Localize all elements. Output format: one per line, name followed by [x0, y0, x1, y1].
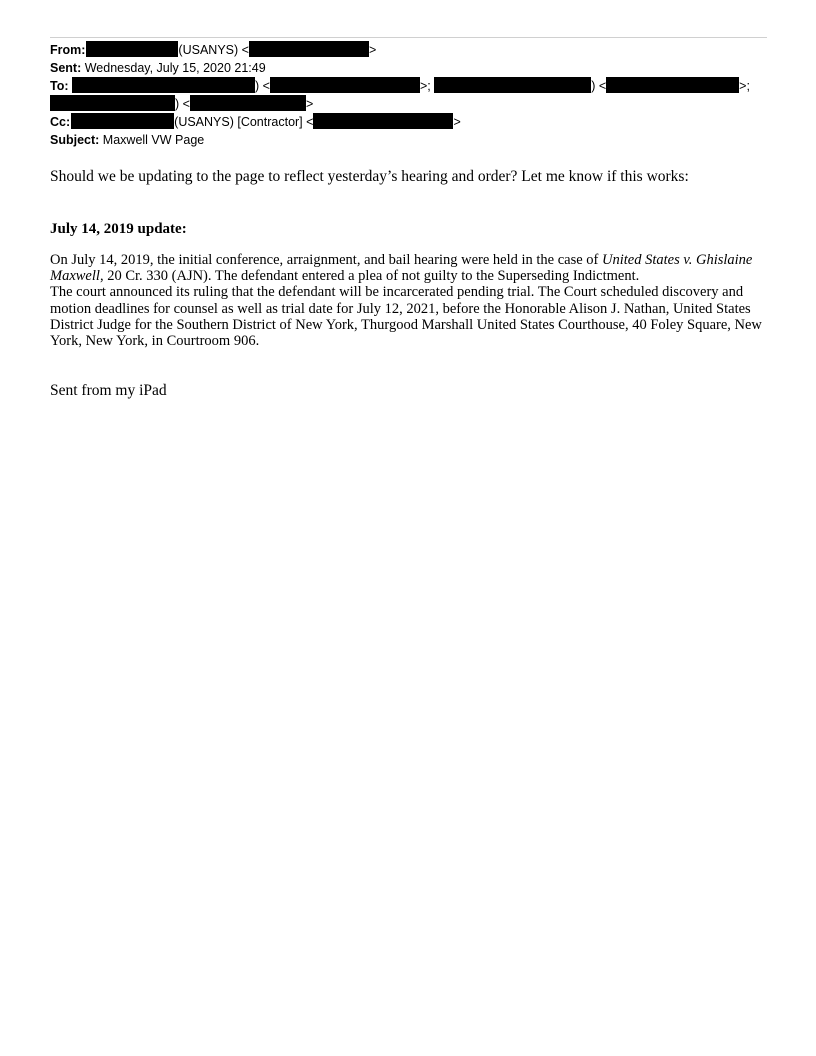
update-text-intro: On July 14, 2019, the initial conference, arraignment, and bail hearing were held in the case of	[50, 252, 603, 268]
update-heading: July 14, 2019 update:	[50, 221, 187, 237]
subject-label: Subject:	[50, 133, 100, 147]
cc-label: Cc:	[50, 115, 71, 129]
to-separator: >	[305, 97, 314, 111]
to-separator: ) <	[591, 79, 607, 93]
sent-label: Sent:	[50, 61, 82, 75]
redaction-box	[50, 95, 175, 111]
email-header	[50, 41, 767, 149]
cc-close: >	[453, 115, 461, 129]
to-line-continued	[50, 95, 767, 113]
sent-value: Wednesday, July 15, 2020 21:49	[84, 61, 266, 75]
subject-line	[50, 131, 767, 149]
to-separator: ) <	[255, 79, 270, 93]
body-question: Should we be updating to the page to reflect yesterday’s hearing and order? Let me know if this works:	[50, 168, 689, 185]
subject-value: Maxwell VW Page	[102, 133, 205, 147]
signoff: Sent from my iPad	[50, 382, 167, 399]
update-text-case-number: , 20 Cr. 330 (AJN). The defendant entered a plea of not guilty to the Superseding Indictment.	[99, 268, 640, 285]
header-divider	[50, 37, 767, 38]
update-text-ruling: The court announced its ruling that the defendant will be incarcerated pending trial. The Court scheduled discovery and motion deadlines for counsel as well as trial date for July 12, 2021, before the Honorable Alison J. Nathan, United States District Judge for the Southern District of New York, Thurgood Marshall United States Courthouse, 40 Foley Square, New York, New York, in Courtroom 906.	[50, 284, 762, 350]
redaction-box	[270, 77, 420, 93]
redaction-box	[249, 41, 369, 57]
cc-line	[50, 113, 767, 131]
sent-line	[50, 59, 767, 77]
to-separator: ) <	[175, 97, 190, 111]
redaction-box	[313, 113, 453, 129]
cc-suffix: (USANYS) [Contractor] <	[174, 115, 314, 129]
redaction-box	[72, 77, 255, 93]
to-separator: >;	[419, 79, 431, 93]
to-separator: >;	[739, 79, 750, 93]
to-label: To:	[50, 79, 69, 93]
from-close: >	[368, 43, 377, 57]
from-label: From:	[50, 43, 86, 57]
from-line	[50, 41, 767, 59]
update-paragraph	[50, 252, 767, 349]
case-name: United States v. Ghislaine Maxwell	[50, 252, 753, 285]
from-suffix: (USANYS) <	[178, 43, 249, 57]
redaction-box	[86, 41, 178, 57]
redaction-box	[606, 77, 739, 93]
redaction-box	[71, 113, 174, 129]
redaction-box	[434, 77, 591, 93]
redaction-box	[190, 95, 306, 111]
to-line	[50, 77, 767, 95]
